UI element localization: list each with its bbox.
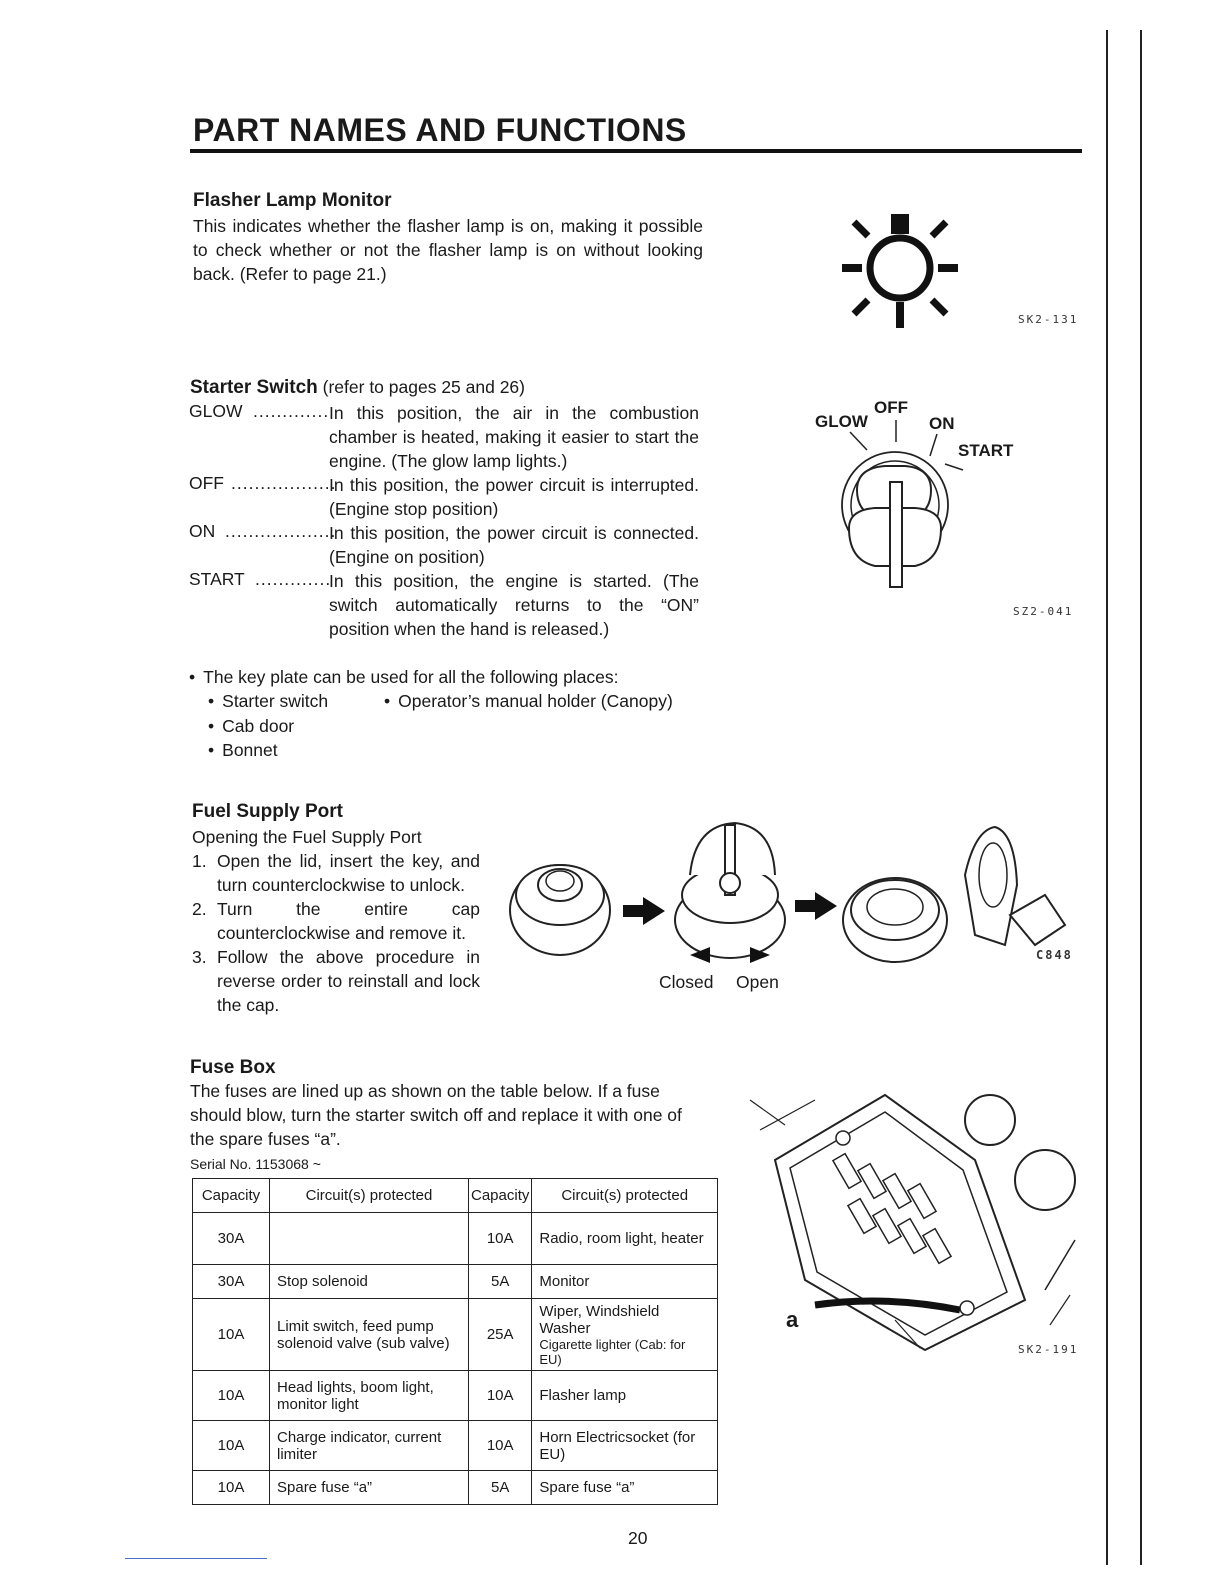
table-cell (270, 1213, 469, 1265)
diagram-label-start: START (958, 441, 1014, 460)
term-off: OFF (189, 473, 224, 493)
dot-leader: ............. (253, 401, 330, 421)
desc-on: In this position, the power circuit is connected. (Engine on position) (329, 523, 699, 567)
table-cell: 10A (193, 1421, 270, 1471)
table-row (193, 1371, 718, 1421)
starter-heading-line (190, 377, 525, 399)
table-cell: Spare fuse “a” (532, 1471, 718, 1505)
margin-line-left (1106, 30, 1108, 1565)
table-header-row (193, 1179, 718, 1213)
desc-off: In this position, the power circuit is interrupted. (Engine stop position) (329, 475, 699, 519)
cell-text-small: Cigarette lighter (Cab: for EU) (539, 1336, 686, 1367)
keyplate-intro-text: The key plate can be used for all the following places: (203, 667, 619, 687)
desc-start: In this position, the engine is started. (The switch automatically returns to the “ON” position when the hand is released.) (329, 571, 699, 639)
cell-text: Wiper, Windshield Washer (539, 1302, 660, 1337)
title-rule (190, 149, 1082, 153)
table-header: Capacity (469, 1179, 532, 1213)
fuse-figure-label: SK2-191 (1018, 1343, 1079, 1356)
desc-glow: In this position, the air in the combustion chamber is heated, making it easier to start the engine. (The glow lamp lights.) (329, 403, 699, 471)
term-glow: GLOW (189, 401, 243, 421)
table-row (193, 1471, 718, 1505)
fuel-cap-closed (510, 865, 610, 955)
table-cell: 10A (469, 1371, 532, 1421)
keyplate-item-text: Cab door (222, 716, 295, 736)
flasher-figure-label: SK2-131 (1018, 313, 1079, 326)
table-row (193, 1421, 718, 1471)
starter-heading-note: (refer to pages 25 and 26) (322, 377, 525, 397)
bullet-icon: • (384, 691, 391, 711)
table-cell: 5A (469, 1471, 532, 1505)
fuel-step-num: 2. (192, 899, 207, 919)
spare-fuse-pointer-label: a (786, 1307, 799, 1332)
fuel-step-text: Follow the above procedure in reverse order to reinstall and lock the cap. (217, 947, 480, 1015)
table-cell: Radio, room light, heater (532, 1213, 718, 1265)
starter-heading: Starter Switch (190, 377, 318, 398)
table-header: Circuit(s) protected (270, 1179, 469, 1213)
starter-figure-label: SZ2-041 (1013, 605, 1074, 618)
dot-leader: ............. (255, 569, 332, 589)
table-cell: 10A (193, 1371, 270, 1421)
bullet-icon: • (189, 667, 196, 687)
fuel-step-num: 3. (192, 947, 207, 967)
keyplate-item (208, 714, 294, 738)
table-cell: Spare fuse “a” (270, 1471, 469, 1505)
fuel-step-num: 1. (192, 851, 207, 871)
serial-number: Serial No. 1153068 ~ (190, 1156, 321, 1172)
keyplate-item (208, 738, 278, 762)
fuel-cap-removed (965, 827, 1065, 945)
fuel-heading: Fuel Supply Port (192, 801, 343, 822)
keyplate-item (208, 689, 328, 713)
table-cell: 25A (469, 1299, 532, 1371)
margin-line-right (1140, 30, 1142, 1565)
term-on: ON (189, 521, 216, 541)
footer-rule (125, 1558, 267, 1559)
table-cell: Head lights, boom light, monitor light (270, 1371, 469, 1421)
table-header: Capacity (193, 1179, 270, 1213)
table-cell: Horn Electricsocket (for EU) (532, 1421, 718, 1471)
fuel-step-text: Turn the entire cap counterclockwise and remove it. (217, 899, 480, 943)
fuel-subheading: Opening the Fuel Supply Port (192, 827, 422, 847)
fuse-body: The fuses are lined up as shown on the table below. If a fuse should blow, turn the starter switch off and replace it with one of the spare fuses “a”. (190, 1081, 682, 1149)
table-cell: Monitor (532, 1265, 718, 1299)
page-title: PART NAMES AND FUNCTIONS (193, 112, 687, 148)
fuse-heading: Fuse Box (190, 1057, 276, 1078)
diagram-label-off: OFF (874, 398, 908, 417)
keyplate-item-text: Starter switch (222, 691, 329, 711)
keyplate-item-text: Bonnet (222, 740, 278, 760)
table-cell: Flasher lamp (532, 1371, 718, 1421)
closed-label: Closed (659, 972, 714, 992)
table-cell: 10A (193, 1299, 270, 1371)
open-label: Open (736, 972, 779, 992)
diagram-label-glow: GLOW (815, 412, 868, 431)
keyplate-item-text: Operator’s manual holder (Canopy) (398, 691, 673, 711)
fuse-table (192, 1178, 718, 1505)
table-cell: 10A (469, 1421, 532, 1471)
flasher-heading: Flasher Lamp Monitor (193, 190, 392, 211)
keyplate-item (384, 689, 673, 713)
fuel-cap-diagram (505, 815, 1085, 970)
table-cell: 5A (469, 1265, 532, 1299)
fuel-figure-label: C848 (1036, 948, 1073, 962)
dot-leader: .................. (231, 473, 337, 493)
bullet-icon: • (208, 691, 215, 711)
table-cell: 10A (469, 1213, 532, 1265)
table-header: Circuit(s) protected (532, 1179, 718, 1213)
table-cell: 10A (193, 1471, 270, 1505)
diagram-label-on: ON (929, 414, 955, 433)
table-cell (532, 1299, 718, 1371)
arrow-right-icon (623, 897, 665, 925)
term-start: START (189, 569, 245, 589)
table-row (193, 1213, 718, 1265)
bullet-icon: • (208, 740, 215, 760)
table-cell: Charge indicator, current limiter (270, 1421, 469, 1471)
table-row (193, 1299, 718, 1371)
arrow-right-icon (795, 892, 837, 920)
table-cell: 30A (193, 1265, 270, 1299)
fuel-port-open (843, 878, 947, 962)
bullet-icon: • (208, 716, 215, 736)
table-row (193, 1265, 718, 1299)
table-cell: Stop solenoid (270, 1265, 469, 1299)
keyplate-intro (189, 665, 619, 689)
flasher-body: This indicates whether the flasher lamp is on, making it possible to check whether or not the flasher lamp is on without looking back. (Refer to page 21.) (193, 216, 703, 284)
starter-switch-diagram (835, 420, 975, 595)
page-number: 20 (628, 1528, 648, 1548)
table-cell: 30A (193, 1213, 270, 1265)
fuel-step-text: Open the lid, insert the key, and turn counterclockwise to unlock. (217, 851, 480, 895)
dot-leader: ................... (225, 521, 337, 541)
flasher-lamp-icon (830, 210, 970, 335)
fuel-cap-unlocking (675, 823, 785, 963)
table-cell: Limit switch, feed pump solenoid valve (sub valve) (270, 1299, 469, 1371)
